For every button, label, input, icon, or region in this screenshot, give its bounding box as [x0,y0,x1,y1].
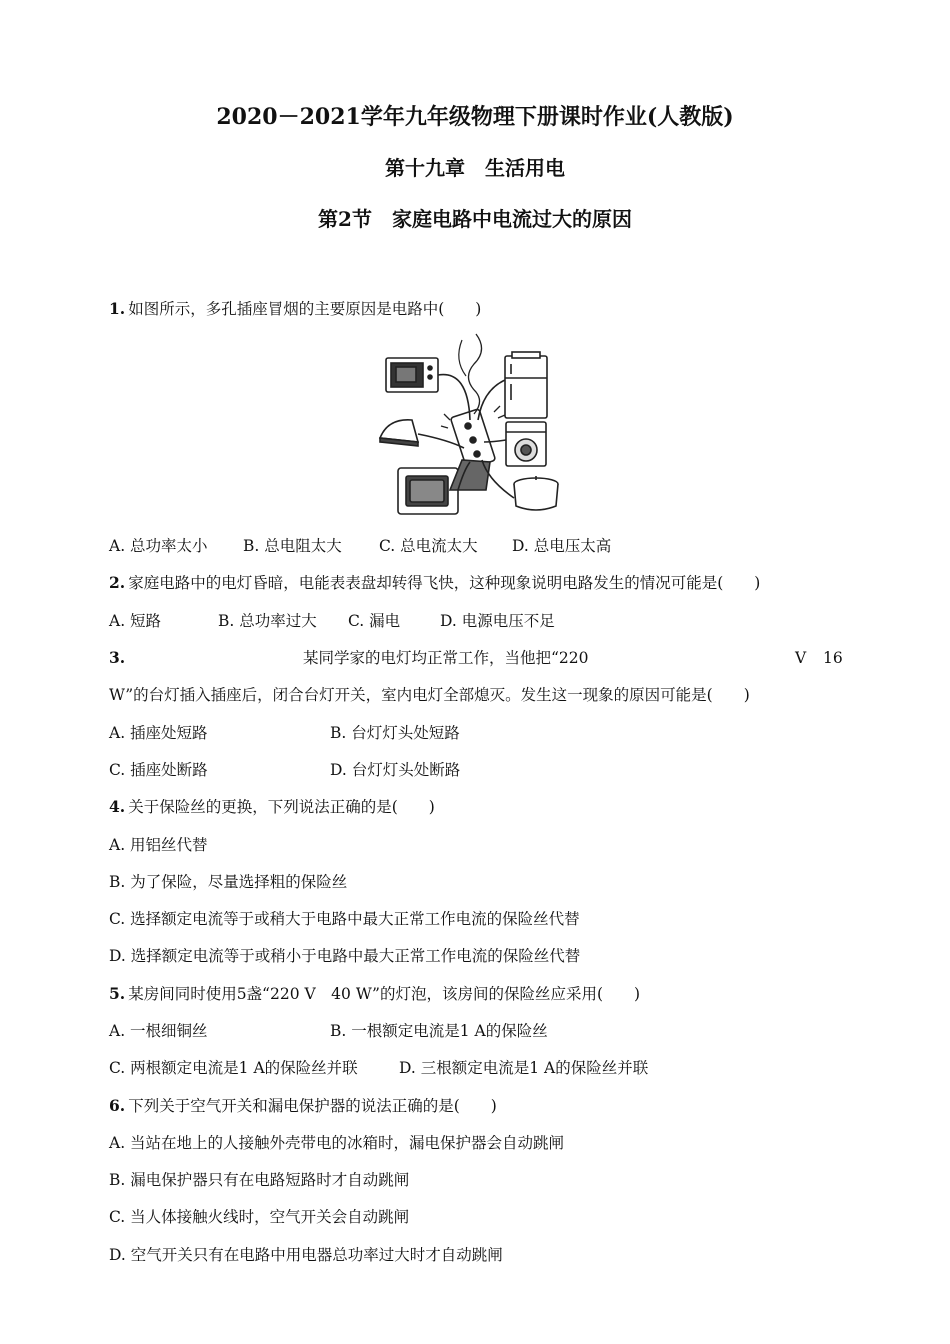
question-3-continued: W”的台灯插入插座后，闭合台灯开关，室内电灯全部熄灭。发生这一现象的原因可能是( ) [109,686,750,704]
chapter-title: 第十九章 生活用电 [385,156,565,180]
rice-cooker-icon [514,476,558,510]
option-c: C. 插座处断路 [109,761,208,779]
iron-icon [380,420,418,446]
question-text-value: 16 [823,649,843,667]
socket-icon [450,409,496,490]
option-d: D. 总电压太高 [512,537,612,555]
option-b: B. 一根额定电流是1 A的保险丝 [330,1022,548,1040]
question-text: 某房间同时使用5盏“220 V 40 W”的灯泡，该房间的保险丝应采用( ) [128,985,641,1003]
option-a: A. 短路 [109,612,162,630]
question-1-options [109,536,611,556]
option-a: A. 用铝丝代替 [109,836,208,854]
refrigerator-icon [505,352,547,418]
option-d: D. 台灯灯头处断路 [330,761,461,779]
option-d: D. 三根额定电流是1 A的保险丝并联 [399,1059,649,1077]
question-5-options-row-2 [109,1058,648,1078]
option-d: D. 空气开关只有在电路中用电器总功率过大时才自动跳闸 [109,1246,503,1264]
television-icon [398,468,458,514]
option-b: B. 为了保险，尽量选择粗的保险丝 [109,873,348,891]
option-a: A. 一根细铜丝 [109,1022,208,1040]
option-d: D. 选择额定电流等于或稍小于电路中最大正常工作电流的保险丝代替 [109,947,581,965]
section-title: 第2节 家庭电路中电流过大的原因 [318,207,632,231]
question-5 [109,984,640,1004]
option-a: A. 当站在地上的人接触外壳带电的冰箱时，漏电保护器会自动跳闸 [109,1134,565,1152]
question-number: 1. [109,299,126,318]
option-a: A. 总功率太小 [109,537,208,555]
question-text: 家庭电路中的电灯昏暗，电能表表盘却转得飞快，这种现象说明电路发生的情况可能是( ) [128,574,761,592]
option-d: D. 电源电压不足 [440,612,555,630]
question-3-options-row-1 [109,723,460,743]
question-2 [109,573,760,593]
question-text: 下列关于空气开关和漏电保护器的说法正确的是( ) [128,1097,497,1115]
question-number: 6. [109,1096,126,1115]
option-b: B. 总电阻太大 [243,537,342,555]
document-title: 2020－2021学年九年级物理下册课时作业(人教版) [216,104,734,130]
option-c: C. 两根额定电流是1 A的保险丝并联 [109,1059,358,1077]
question-5-options-row-1 [109,1021,548,1041]
option-c: C. 选择额定电流等于或稍大于电路中最大正常工作电流的保险丝代替 [109,910,580,928]
question-3-options-row-2 [109,760,460,780]
option-c: C. 总电流太大 [379,537,478,555]
option-b: B. 漏电保护器只有在电路短路时才自动跳闸 [109,1171,410,1189]
question-text: 某同学家的电灯均正常工作，当他把“220 [303,649,589,667]
washing-machine-icon [506,422,546,466]
option-b: B. 总功率过大 [218,612,317,630]
option-c: C. 当人体接触火线时，空气开关会自动跳闸 [109,1208,410,1226]
question-4 [109,797,435,817]
question-text-unit-v: V [795,649,807,667]
question-number: 2. [109,573,126,592]
question-text: 关于保险丝的更换，下列说法正确的是( ) [128,798,435,816]
option-b: B. 台灯灯头处短路 [330,724,460,742]
question-6 [109,1096,497,1116]
question-1 [109,299,481,319]
option-c: C. 漏电 [348,612,401,630]
microwave-icon [386,358,438,392]
question-number: 4. [109,797,126,816]
question-text: 如图所示，多孔插座冒烟的主要原因是电路中( ) [128,300,482,318]
question-2-options [109,611,555,631]
option-a: A. 插座处短路 [109,724,208,742]
question-3 [109,648,843,668]
question-number: 3. [109,648,126,667]
question-number: 5. [109,984,126,1003]
overloaded-socket-illustration [378,330,578,520]
